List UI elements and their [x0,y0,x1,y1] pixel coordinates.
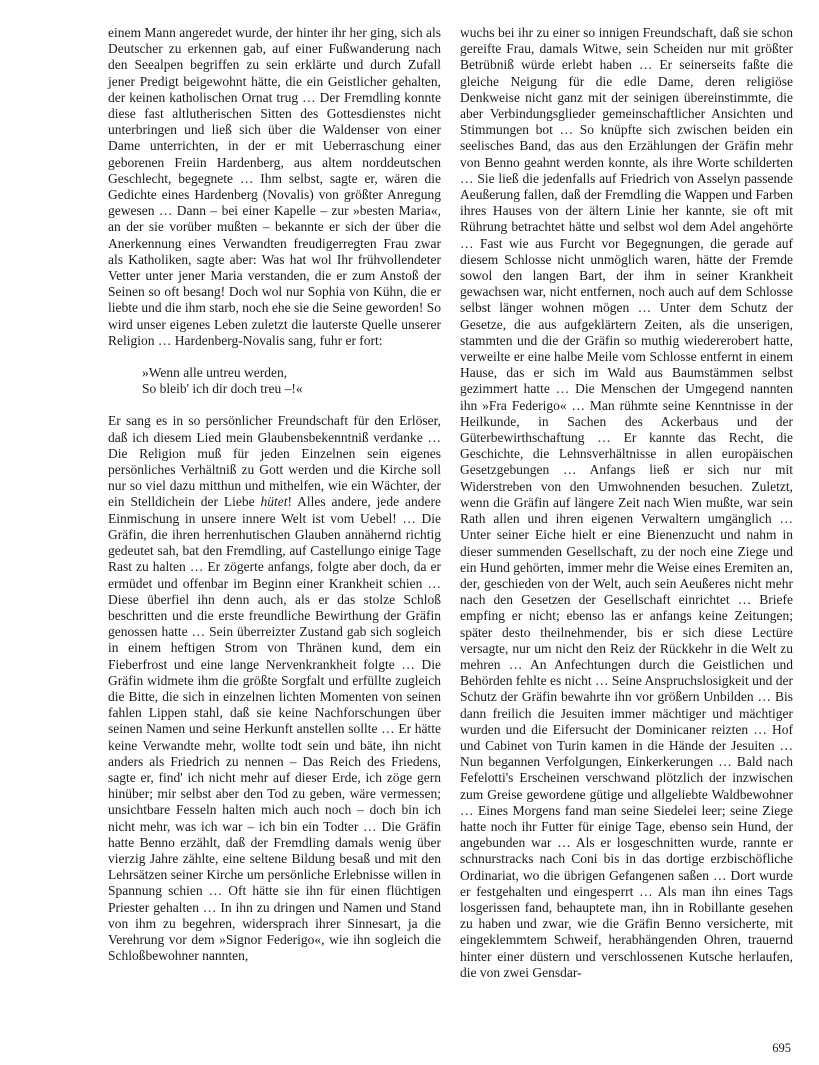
paragraph-continuation: wuchs bei ihr zu einer so innigen Freundschaft, daß sie schon gereifte Frau, damals Witwe, sein Scheiden nur mit größter Betrübniß würde erlebt haben … Er seinerseits faßte die gleiche Neigung für die edle Dame, deren religiöse Denkweise nicht ganz mit der seinigen übereinstimmte, die aber Verbindungsglieder gemeinschaftlicher Ansichten und Stimmungen bot … So knüpfte sich zwischen beiden ein seelisches Band, das aus den Erzählungen der Gräfin mehr von Benno geahnt werden konnte, als ihre Worte schilderten … Sie ließ die jedenfalls auf Friedrich von Asselyn passende Aeußerung fallen, daß der Fremdling die Wappen und Farben ihres Hauses von der ältern Linie her kannte, sie oft mit Rührung betrachtet hätte und selbst wol dem Adel angehörte … Fast wie aus Furcht vor Begegnungen, die gerade auf diesem Schlosse nicht unmöglich waren, hätte der Fremde sowol den langen Bart, der ihm in seiner Krankheit gewachsen war, nicht entfernen, noch auch auf dem Schlosse selbst länger wohnen mögen … Unter dem Schutz der Gesetze, die aus aufgeklärtern Zeiten, als die unserigen, stammten und die der Gräfin so muthig wiedererobert hatte, verweilte er eine halbe Meile vom Schlosse entfernt in einem Hause, das er sich im Wald aus Baumstämmen selbst gezimmert hatte … Die Menschen der Umgegend nannten ihn »Fra Federigo« … Man rühmte seine Kenntnisse in der Heilkunde, in Sachen des Ackerbaus und der Güterbewirthschaftung … Er kannte das Recht, die Geschichte, die Lehnsverhältnisse in allen europäischen Gesetzgebungen … Anfangs ließ er sich nur mit Widerstreben von den Umwohnenden besuchen. Zuletzt, wenn die Gräfin auf längere Zeit nach Wien mußte, war sein Rath allen und ihren eigenen Verwaltern umgänglich … Unter seiner Eiche hielt er eine Bienenzucht und nahm in dieser summenden Gesellschaft, zu der noch eine Ziege und ein Hund gehörten, immer mehr die Weise eines Eremiten an, der, geschieden von der Welt, auch sein Aeußeres nicht mehr nach den Gesetzen der Gesellschaft einrichtet … Briefe empfing er nicht; ebenso las er anfangs keine Zeitungen; später desto theilnehmender, bis er sich diese Lectüre versagte, nur um nicht den Reiz der Rückkehr in die Welt zu mehren … An Anfechtungen durch die Geistlichen und Behörden fehlte es nicht … Seine Anspruchslosigkeit und der Schutz der Gräfin bewahrte ihn vor größern Unbilden … Bis dann freilich die Jesuiten immer mächtiger und mächtiger wurden und die Eifersucht der Dominicaner reizten … Hof und Cabinet von Turin kamen in die Hände der Jesuiten … Nun begannen Verfolgungen, Einkerkerungen … Bald nach Fefelotti's Erscheinen verschwand plötzlich der inzwischen zum Greise gewordene gütige und allgeliebte Waldbewohner … Eines Morgens fand man seine Siedelei leer; seine Ziege hatte noch ihr Futter für einige Tage, ebenso sein Hund, der angebunden war … Als er losgeschnitten wurde, rannte er schnurstracks nach Coni bis in das dortige erzbischöfliche Ordinariat, wo die übrigen Gefangenen saßen … Dort wurde er festgehalten und eingesperrt … Als man ihn eines Tags losgerissen fand, behauptete man, ihn in Robillante gesehen zu haben und zwar, wie die Gräfin Benno versicherte, mit eingeklemmtem Schweif, herabhängenden Ohren, trauernd hinter einer düstern und verschlossenen Kutsche herlaufen, die von zwei Gensdar- [460,25,793,980]
paragraph-after-poem [108,413,441,964]
right-column [460,25,793,981]
poem-line-1: »Wenn alle untreu werden, [142,365,288,381]
emphasized-word: hütet [260,494,288,510]
poem-line-2: So bleib' ich dir doch treu –!« [142,381,303,397]
poem-quote [142,365,441,397]
paragraph-continuation: einem Mann angeredet wurde, der hinter ihr her ging, sich als Deutscher zu erkennen gab, auf einer Fußwanderung nach den Seealpen begriffen zu sein erklärte und durch Zufall jener Predigt beigewohnt hätte, die ein Geistlicher gehalten, der keinen katholischen Ornat trug … Der Fremdling konnte diese fast altlutherischen Sitten des Gottesdienstes nicht unterbringen und ließ sich über die Waldenser von einer Dame unterrichten, in der er mit Ueberraschung einer geborenen Freiin Hardenberg, aus altem norddeutschen Geschlecht, begegnete … Ihm selbst, sagte er, wären die Gedichte eines Hardenberg (Novalis) von größter Anregung gewesen … Dann – bei einer Kapelle – zur »besten Maria«, an der sie vorüber mußten – bekannte er sich der über die Anerkennung eines Verwandten freudigerregten Frau zwar als Katholiken, sagte aber: Was hat wol Ihr frühvollendeter Vetter unter jener Maria verstanden, die er zum Anstoß der Seinen so oft besang! Doch wol nur Sophia von Kühn, die er liebte und die ihm starb, noch ehe sie die Seine geworden! So wird unser eigenes Leben zuletzt die lauterste Quelle unserer Religion … Hardenberg-Novalis sang, fuhr er fort: [108,25,441,348]
text-columns [108,25,793,981]
paragraph-text-after-emphasis: ! Alles andere, jede andere Einmischung in unsere innere Welt ist vom Uebel! … Die Gräfin, die ihren herrenhutischen Glauben annähernd richtig gedeutet sah, bat den Fremdling, auf Castellungo einige Tage Rast zu halten … Er zögerte anfangs, folgte aber doch, da er ermüdet und offenbar im Beginn einer Krankheit schien … Diese überfiel ihn denn auch, als er das stolze Schloß beschritten und die erste freundliche Bewirthung der Gräfin genossen hatte … Sein überreizter Zustand gab sich sogleich in einem heftigen Strom von Thränen kund, dem ein Fieberfrost und eine lange Nervenkrankheit folgte … Die Gräfin widmete ihm die größte Sorgfalt und erfüllte zugleich die Bitte, die sich in einzelnen lichten Momenten von seinen fahlen Lippen stahl, daß sie keine Nachforschungen über seinen Namen und seine Herkunft anstellen sollte … Er hätte keine Verwandte mehr, wollte todt sein und bäte, ihn nicht anders als Friedrich zu nennen – Das Reich des Friedens, sagte er, find' ich nicht mehr auf dieser Erde, ich zöge gern hinüber; mir selbst aber den Tod zu geben, wäre vermessen; unsichtbare Fesseln halten mich auch noch – doch bin ich nicht mehr, was ich war – ich bin ein Todter … Die Gräfin hatte Benno erzählt, daß der Fremdling damals wenig über vierzig Jahre zählte, eine seltene Bildung besaß und mit den Lehrsätzen seiner Kirche um persönliche Erlebnisse willen in Spannung schien … Oft hätte sie ihn für einen flüchtigen Priester gehalten … In ihn zu dringen und Namen und Stand von ihm zu begehren, widersprach ihrer Sinnesart, ja die Verehrung vor dem »Signor Federigo«, wie ihn sogleich die Schloßbewohner nannten, [108,494,441,964]
left-column [108,25,441,981]
page-number: 695 [772,1041,791,1055]
paragraph-text-before-emphasis: Er sang es in so persönlicher Freundschaft für den Erlöser, daß ich diesem Lied mein Glaubensbekenntniß verdanke … Die Religion muß für jeden Einzelnen sein eigenes persönliches Verhältniß zu Gott werden und die Kirche soll nur so viel dazu mitthun und mithelfen, wie ein Wächter, der ein Stelldichein der Liebe [108,413,441,510]
